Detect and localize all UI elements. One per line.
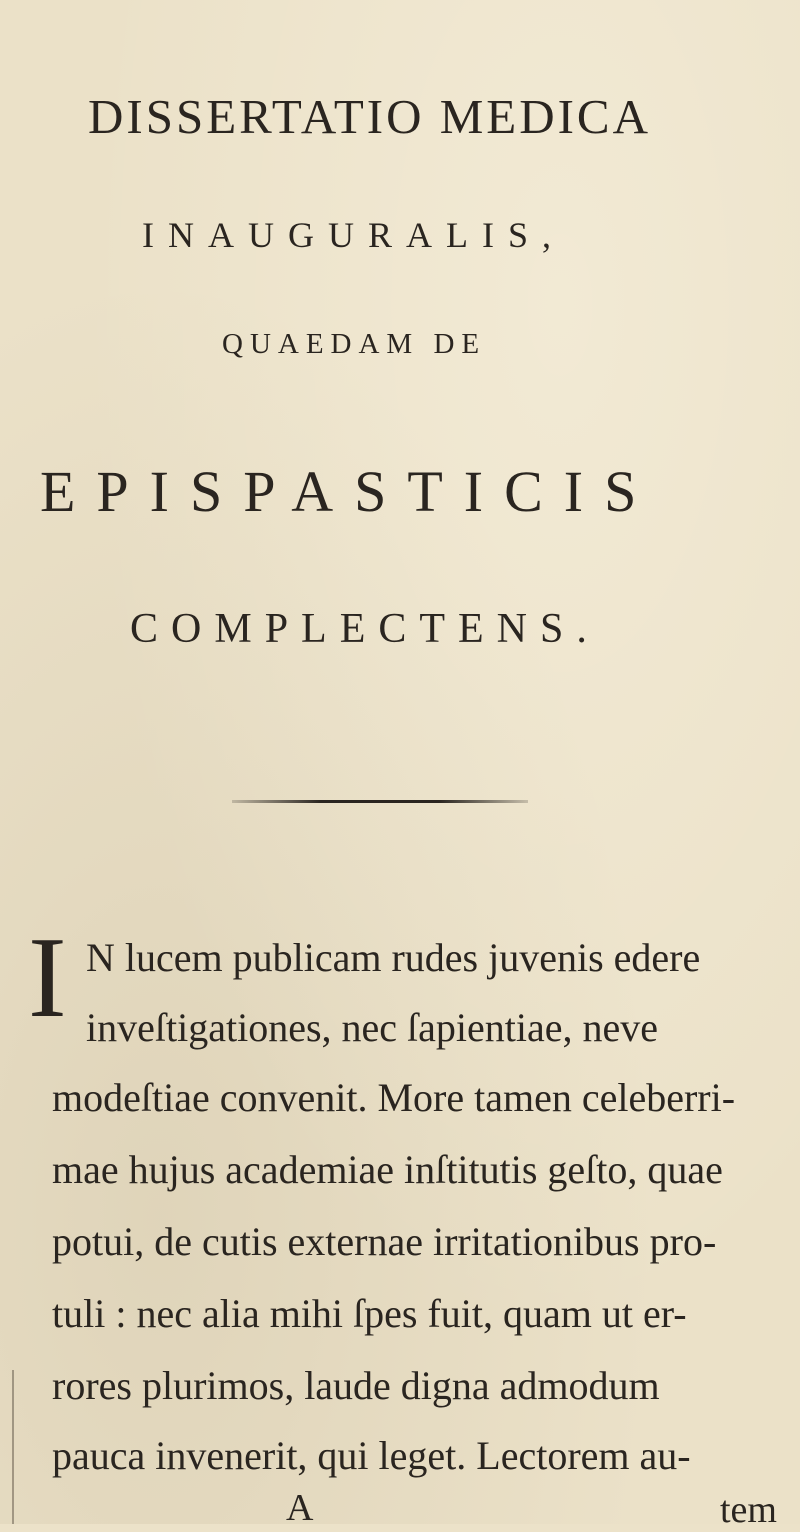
- body-line: inveſtigationes, nec ſapientiae, neve: [86, 1005, 658, 1050]
- body-line: pauca invenerit, qui leget. Lectorem au-: [52, 1433, 691, 1478]
- body-line: mae hujus academiae inſtitutis geſto, quae: [52, 1147, 723, 1192]
- page-edge-mark: [12, 1370, 14, 1524]
- decorative-rule: [232, 800, 528, 803]
- catchword: tem: [720, 1489, 777, 1531]
- title-quaedam-de: QUAEDAM DE: [222, 328, 487, 360]
- body-line: modeſtiae convenit. More tamen celeberri-: [52, 1075, 736, 1120]
- title-main: DISSERTATIO MEDICA: [88, 89, 651, 144]
- title-epispasticis: EPISPASTICIS: [40, 459, 658, 524]
- drop-cap: I: [28, 914, 67, 1042]
- body-line: potui, de cutis externae irritationibus pro-: [52, 1219, 717, 1264]
- body-line: N lucem publicam rudes juvenis edere: [86, 935, 701, 980]
- title-inauguralis: INAUGURALIS,: [142, 215, 565, 255]
- body-line: rores plurimos, laude digna admodum: [52, 1363, 660, 1408]
- body-line: tuli : nec alia mihi ſpes fuit, quam ut er-: [52, 1291, 687, 1336]
- title-complectens: COMPLECTENS.: [130, 606, 600, 652]
- signature-mark: A: [286, 1487, 314, 1529]
